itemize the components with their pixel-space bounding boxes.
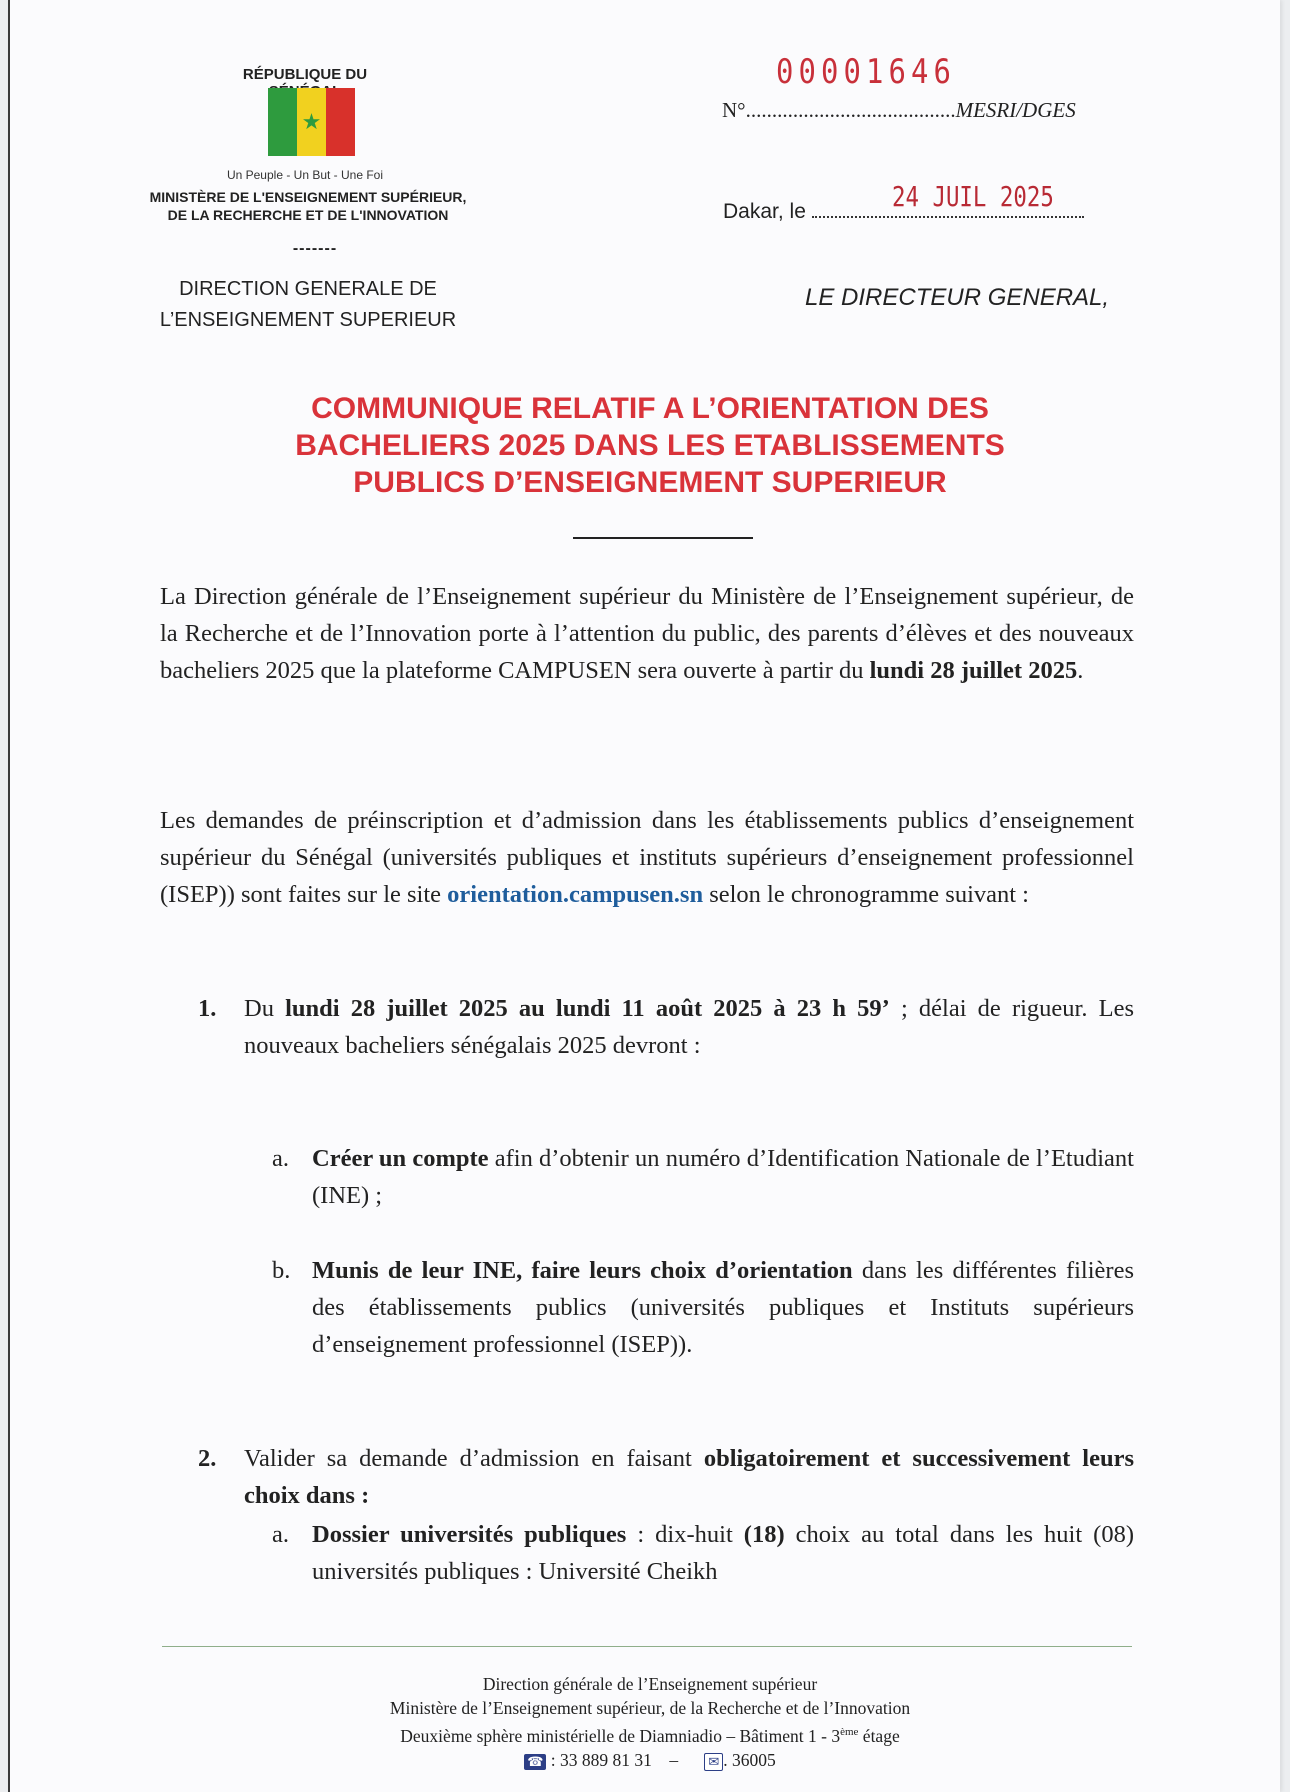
number-dots: ........................................: [745, 98, 956, 122]
footer-line-1: Direction générale de l’Enseignement supérieur: [482, 1674, 818, 1694]
intro-paragraph: [160, 578, 1134, 689]
intro-end: .: [1077, 657, 1084, 684]
senegal-flag: [268, 88, 355, 156]
date-stamp: 24 JUIL 2025: [892, 180, 1054, 213]
title-line-1: COMMUNIQUE RELATIF A L’ORIENTATION DES: [311, 392, 989, 425]
item1b-rest: dans les différentes filières des établissements publics (universités publiques et Instituts supérieurs d’enseignement professionnel (ISEP)).: [312, 1257, 1134, 1358]
procedure-text: Les demandes de préinscription et d’admission dans les établissements publics d’enseignement supérieur du Sénégal (universités publiques et instituts supérieurs d’enseignement professionnel (ISEP)) sont faites sur le site: [160, 807, 1134, 908]
star-icon: ★: [301, 109, 322, 134]
republic-heading: RÉPUBLIQUE DU: [242, 66, 368, 83]
flag-green-band: [268, 88, 297, 156]
direction-line-1: DIRECTION GENERALE DE: [179, 278, 437, 300]
list-item-1a: [272, 1140, 1134, 1214]
flag-yellow-band: [297, 88, 326, 156]
title-line-2: BACHELIERS 2025 DANS LES ETABLISSEMENTS: [295, 429, 1005, 462]
number-suffix: MESRI/DGES: [955, 98, 1076, 122]
item2-bold: obligatoirement et successivement leurs choix dans :: [244, 1445, 1134, 1509]
procedure-paragraph: [160, 802, 1134, 913]
ministry-line-1: MINISTÈRE DE L'ENSEIGNEMENT SUPÉRIEUR,: [149, 189, 467, 205]
list-item-1: [198, 990, 1134, 1064]
signatory-title: LE DIRECTEUR GENERAL,: [805, 284, 1110, 311]
footer-address-end: étage: [858, 1725, 900, 1746]
phone-icon: ☎: [524, 1754, 546, 1770]
list-marker-2a: a.: [272, 1521, 289, 1548]
title-divider: [573, 537, 753, 539]
direction-name: [128, 274, 488, 336]
footer-address: Deuxième sphère ministérielle de Diamniadio – Bâtiment 1 - 3: [400, 1725, 841, 1746]
communique-title: [150, 390, 1150, 501]
contact-separator: –: [669, 1749, 679, 1770]
list-item-2-text: [244, 1440, 1134, 1514]
item1-pre: Du: [244, 995, 286, 1022]
item2-pre: Valider sa demande d’admission en faisant: [244, 1445, 704, 1472]
national-motto: Un Peuple - Un But - Une Foi: [226, 168, 384, 182]
flag-red-band: [326, 88, 355, 156]
website-link[interactable]: orientation.campusen.sn: [447, 881, 704, 908]
phone-number: : 33 889 81 31: [550, 1749, 652, 1770]
opening-date: lundi 28 juillet 2025: [869, 657, 1078, 684]
document-page: [8, 0, 1280, 1792]
list-item-1b-text: [312, 1252, 1134, 1363]
list-marker-1a: a.: [272, 1145, 289, 1172]
title-line-3: PUBLICS D’ENSEIGNEMENT SUPERIEUR: [353, 466, 947, 499]
item2a-rest2: choix au total dans les huit (08) universités publiques : Université Cheikh: [312, 1521, 1134, 1585]
list-item-2a-text: [312, 1516, 1134, 1590]
list-item-1a-text: [312, 1140, 1134, 1214]
header-separator: -------: [292, 240, 338, 257]
list-item-2a: [272, 1516, 1134, 1590]
ministry-name: [118, 188, 498, 224]
procedure-end: selon le chronogramme suivant :: [703, 881, 1029, 908]
list-marker-2: 2.: [198, 1445, 217, 1472]
reference-number-line: [722, 98, 1076, 123]
direction-line-2: L’ENSEIGNEMENT SUPERIEUR: [159, 309, 457, 331]
item1-rest: ; délai de rigueur. Les nouveaux bacheliers sénégalais 2025 devront :: [244, 995, 1134, 1059]
list-marker-1b: b.: [272, 1257, 291, 1284]
footer-divider: [162, 1646, 1132, 1647]
footer-contact: [250, 1748, 1050, 1772]
item1b-bold: Munis de leur INE, faire leurs choix d’orientation: [312, 1257, 853, 1284]
reference-number-stamp: 00001646: [776, 52, 957, 92]
list-item-2: [198, 1440, 1134, 1514]
list-item-1b: [272, 1252, 1134, 1363]
footer: [250, 1672, 1050, 1772]
item2a-rest1: : dix-huit: [626, 1521, 744, 1548]
mail-icon: ✉: [704, 1753, 723, 1771]
footer-line-2: Ministère de l’Enseignement supérieur, de la Recherche et de l’Innovation: [389, 1698, 911, 1718]
item2a-count: (18): [743, 1521, 785, 1548]
list-item-1-text: [244, 990, 1134, 1064]
ministry-line-2: DE LA RECHERCHE ET DE L'INNOVATION: [167, 207, 449, 223]
postbox-number: . 36005: [723, 1749, 776, 1770]
footer-superscript: ème: [840, 1726, 859, 1738]
item1a-bold: Créer un compte: [312, 1145, 489, 1172]
item1-period: lundi 28 juillet 2025 au lundi 11 août 2025 à 23 h 59’: [285, 995, 890, 1022]
intro-text: La Direction générale de l’Enseignement supérieur du Ministère de l’Enseignement supérieur, de la Recherche et de l’Innovation porte à l’attention du public, des parents d’élèves et des nouveaux bacheliers 2025 que la plateforme CAMPUSEN sera ouverte à partir du: [160, 583, 1134, 684]
item2a-bold: Dossier universités publiques: [312, 1521, 627, 1548]
date-prefix: Dakar, le: [723, 200, 806, 223]
footer-line-3: [250, 1720, 1050, 1748]
list-marker-1: 1.: [198, 995, 217, 1022]
number-prefix: N°: [722, 98, 746, 122]
item1a-rest: afin d’obtenir un numéro d’Identification Nationale de l’Etudiant (INE) ;: [312, 1145, 1134, 1209]
